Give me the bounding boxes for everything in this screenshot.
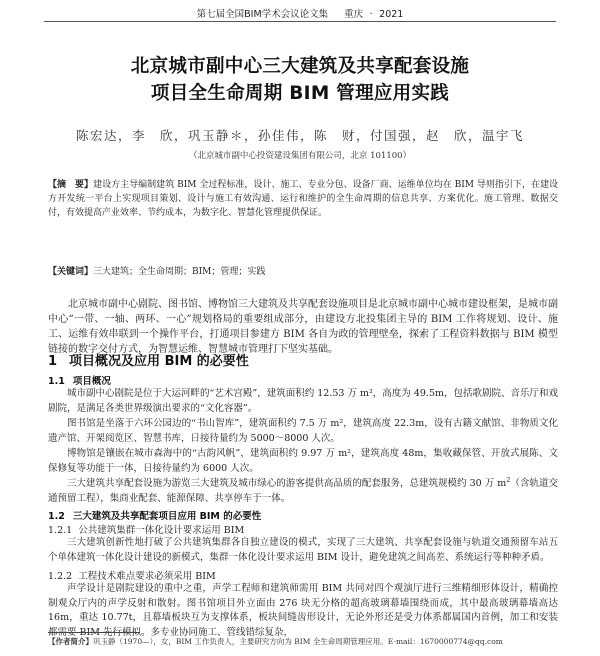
affiliation: （北京城市副中心投资建设集团有限公司，北京 101100） bbox=[188, 151, 412, 161]
abstract-label: 【摘 要】 bbox=[48, 180, 94, 190]
section-1-2-2-title: 工程技术难点要求必须采用 BIM bbox=[78, 571, 216, 582]
section-1-2-2-heading bbox=[48, 568, 216, 582]
footnote-label: 【作者简介】 bbox=[48, 637, 93, 646]
technical-difficulty-paragraph: 声学设计是剧院建设的重中之重，声学工程师和建筑师需用 BIM 共同对四个观演厅进行三维精细形体设计，精确控制观众厅内的声学反射和散射。图书馆项目外立面由 276 块无分格的超高玻璃幕墙围绕而成，其中最高玻璃幕墙高达 16m，重达 10.77t，且幕墙板块互为支撑体系，板块间缝齿形设计，无论外形还是受力体系都属国内首例，加工和安装都需要 BIM 先行模拟。多专业协同施工、管线错综复杂， bbox=[48, 583, 558, 638]
running-header: 第七届全国BIM学术会议论文集 重庆 · 2021 bbox=[196, 9, 404, 20]
section-1-1-number: 1.1 bbox=[48, 376, 65, 387]
overview-museum-paragraph: 博物馆是镶嵌在城市森海中的“古韵风帆”，建筑面积约 9.97 万 m²，建筑高度 48m，集收藏保管、开放式展陈、文保修复等功能于一体，日接待量约为 6000 人次。 bbox=[48, 448, 558, 474]
paper-title-line1: 北京城市副中心三大建筑及共享配套设施 bbox=[130, 56, 470, 77]
section-1-1-title: 项目概况 bbox=[72, 376, 111, 387]
overview-facilities-paragraph bbox=[48, 477, 558, 506]
section-1-2-1-number: 1.2.1 bbox=[48, 525, 73, 536]
facilities-text: 三大建筑共享配套设施为游览三大建筑及城市绿心的游客提供高品质的配套服务，总建筑规模约 30 万 m bbox=[67, 478, 507, 489]
author-footnote bbox=[48, 636, 568, 647]
conference-name: 第七届全国BIM学术会议论文集 bbox=[196, 9, 329, 20]
footnote-rule bbox=[48, 632, 140, 633]
section-1-heading bbox=[48, 350, 249, 369]
section-1-1-heading bbox=[48, 373, 111, 387]
section-1-number: 1 bbox=[48, 354, 58, 369]
abstract-text: 建设方主导编制建筑 BIM 全过程标准，设计、施工、专业分包、设备厂商、运维单位均在 BIM 导则指引下，在建设方开发统一平台上实现项目策划、设计与施工有效沟通、运行和维护的全生命周期的信息共享、方案优化。施工管理、数据交付，有效提高产业效率、节约成本，为数字化、智慧化管理提供保证。 bbox=[48, 180, 558, 219]
section-1-2-title: 三大建筑及共享配套项目应用 BIM 的必要性 bbox=[72, 511, 262, 522]
header-rule bbox=[44, 21, 556, 22]
integrated-design-paragraph: 三大建筑创新性地打破了公共建筑集群各自独立建设的模式，实现了三大建筑、共享配套设施与轨道交通预留车站五个单体建筑一体化设计建设的新模式，集群一体化设计要求运用 BIM 设计，避免建筑之间高差、系统运行等种种矛盾。 bbox=[48, 537, 558, 563]
area-unit-superscript: 2 bbox=[506, 475, 511, 484]
paper-title bbox=[0, 54, 600, 108]
footnote-text: 巩玉静（1970—），女，BIM 工作负责人，主要研究方向为 BIM 全生命周期管理应用。E-mail：1670000774@qq.com bbox=[93, 637, 503, 646]
keywords bbox=[48, 265, 558, 279]
section-1-2-2-number: 1.2.2 bbox=[48, 571, 73, 582]
conference-year: 2021 bbox=[379, 9, 404, 20]
author-list: 陈宏达，李 欣，巩玉静＊，孙佳伟，陈 财，付国强，赵 欣，温宇飞 bbox=[75, 128, 524, 143]
paper-title-line2: 项目全生命周期 BIM 管理应用实践 bbox=[150, 83, 450, 104]
section-1-2-heading bbox=[48, 508, 261, 522]
abstract bbox=[48, 178, 558, 221]
overview-theater-paragraph: 城市副中心剧院是位于大运河畔的“艺术宫殿”，建筑面积约 12.53 万 m²，高度为 49.5m，包括歌剧院、音乐厅和戏剧院，是满足各类世界级演出要求的“文化容器”。 bbox=[48, 388, 558, 414]
keywords-label: 【关键词】 bbox=[48, 267, 94, 277]
conference-city: 重庆 bbox=[344, 9, 364, 20]
section-1-title: 项目概况及应用 BIM 的必要性 bbox=[69, 354, 249, 369]
section-1-2-1-heading bbox=[48, 522, 244, 536]
section-1-2-1-title: 公共建筑集群一体化设计要求运用 BIM bbox=[78, 525, 245, 536]
overview-library-paragraph: 图书馆是坐落于六环公园边的“书山智库”，建筑面积约 7.5 万 m²，建筑高度 22.3m，设有古籍文献馆、非物质文化遗产馆、开架阅览区、智慧书库，日接待量约为 5000～8000 人次。 bbox=[48, 418, 558, 444]
section-1-2-number: 1.2 bbox=[48, 511, 65, 522]
facilities-text-tail: （含轨道交通预留工程），集商业配套、能源保障、共享停车于一体。 bbox=[48, 478, 558, 504]
intro-paragraph: 北京城市副中心剧院、图书馆、博物馆三大建筑及共享配套设施项目是北京城市副中心城市建设框架，是城市副中心“一带、一轴、两环、一心”规划格局的重要组成部分，由建设方北投集团主导的 BIM 工作将规划、设计、施工、运维有效串联到一个操作平台，打通项目参建方 BIM 各自为政的管理壁垒，探索了工程资料数据与 BIM 模型链接的数字交付方式，为智慧运维、智慧城市管理打下坚实基础。 bbox=[48, 299, 558, 355]
keywords-text: 三大建筑；全生命周期；BIM；管理；实践 bbox=[93, 267, 266, 277]
